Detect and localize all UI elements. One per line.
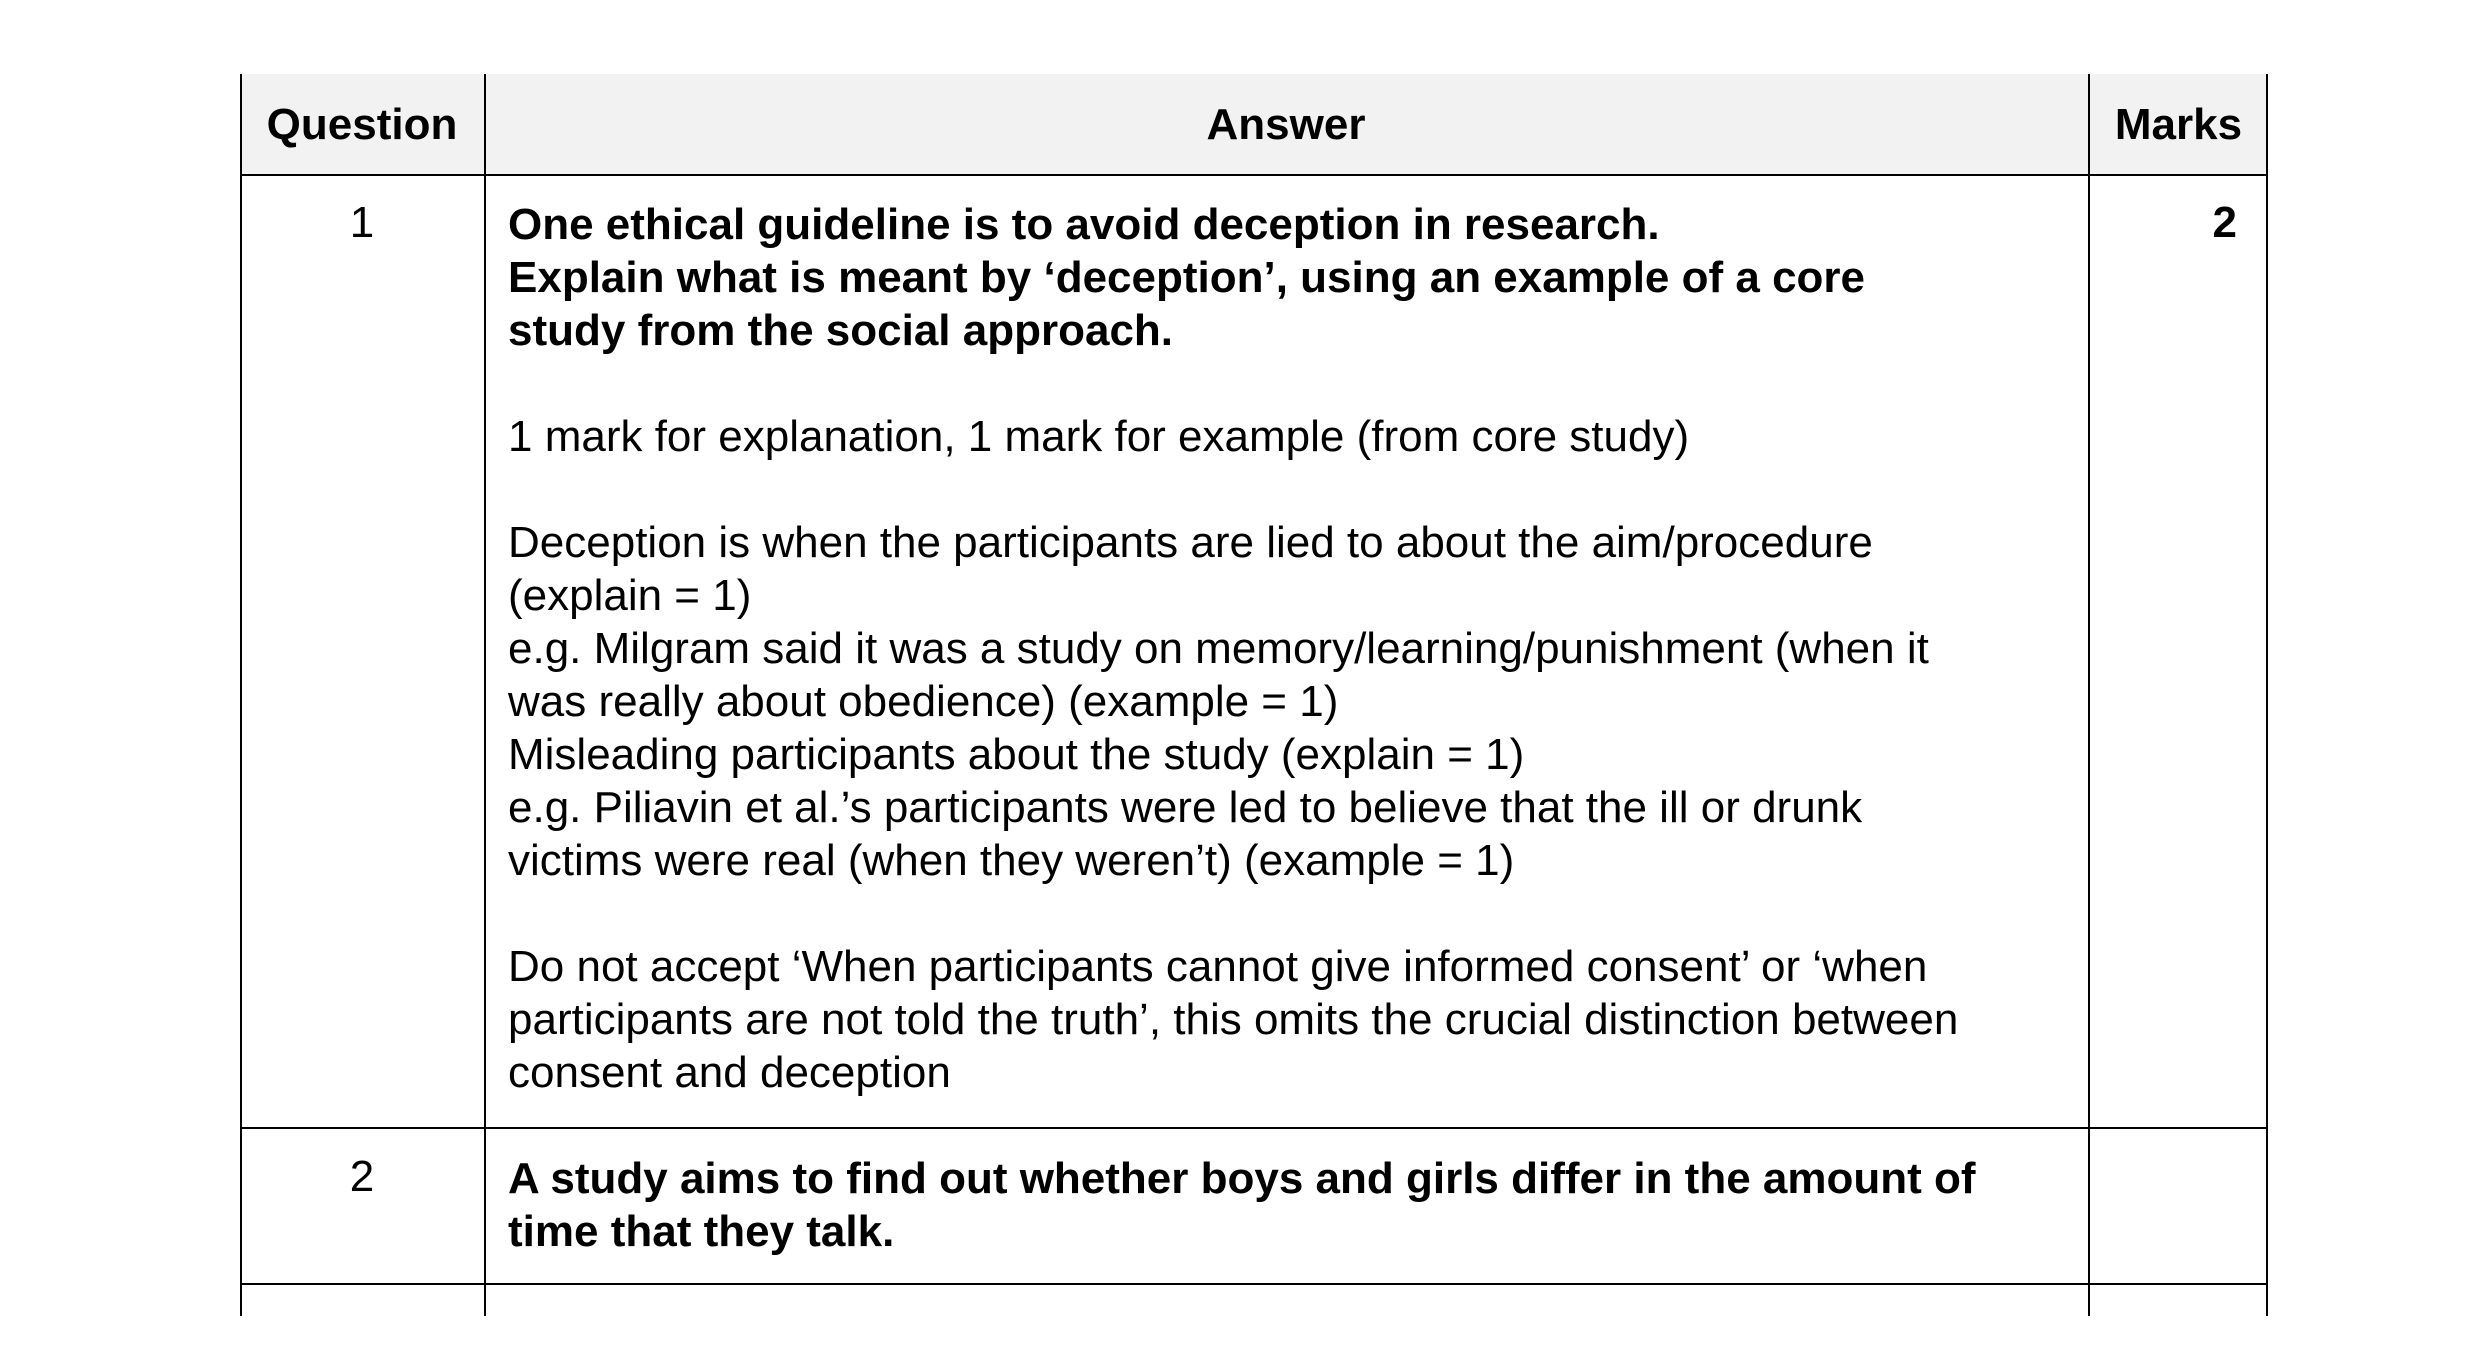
- row-2-prompt-line: time that they talk.: [508, 1207, 895, 1256]
- row-1-guidance-line: Do not accept ‘When participants cannot give informed consent’ or ‘when: [508, 942, 1928, 991]
- row-1-answer-line: Misleading participants about the study (explain = 1): [508, 730, 1525, 779]
- row-1-mark-scheme-note: 1 mark for explanation, 1 mark for example (from core study): [508, 412, 1690, 461]
- row-1-answer-line: Deception is when the participants are lied to about the aim/procedure: [508, 518, 1873, 567]
- row-1-prompt-line: study from the social approach.: [508, 306, 1174, 355]
- row-1-prompt-line: Explain what is meant by ‘deception’, using an example of a core: [508, 253, 1866, 302]
- row-1-bottom-border: [240, 1127, 2268, 1129]
- row-1-marks: 2: [2212, 198, 2237, 247]
- row-2-question-number: 2: [349, 1152, 375, 1201]
- column-divider-marks: [2088, 74, 2090, 1316]
- header-answer: Answer: [1206, 99, 1366, 149]
- row-1-answer: [508, 198, 2068, 1099]
- row-1-answer-line: victims were real (when they weren’t) (example = 1): [508, 836, 1515, 885]
- row-1-question-number: 1: [349, 198, 375, 247]
- header-question: Question: [266, 99, 458, 149]
- row-1-answer-line: was really about obedience) (example = 1): [508, 677, 1339, 726]
- mark-scheme-table: [240, 74, 2266, 1316]
- row-2-prompt-line: A study aims to find out whether boys and girls differ in the amount of: [508, 1154, 1976, 1203]
- column-divider-question: [484, 74, 486, 1316]
- table-left-border: [240, 74, 242, 1316]
- row-1-guidance-line: consent and deception: [508, 1048, 951, 1097]
- row-1-guidance-line: participants are not told the truth’, this omits the crucial distinction between: [508, 995, 1959, 1044]
- row-1-answer-line: (explain = 1): [508, 571, 752, 620]
- row-1-prompt-line: One ethical guideline is to avoid deception in research.: [508, 200, 1660, 249]
- row-1-answer-line: e.g. Milgram said it was a study on memory/learning/punishment (when it: [508, 624, 1929, 673]
- row-2-bottom-border: [240, 1283, 2268, 1285]
- header-marks: Marks: [2114, 99, 2243, 149]
- row-1-answer-line: e.g. Piliavin et al.’s participants were led to believe that the ill or drunk: [508, 783, 1863, 832]
- row-2-answer: [508, 1152, 2068, 1258]
- table-right-border: [2266, 74, 2268, 1316]
- header-bottom-border: [240, 174, 2268, 176]
